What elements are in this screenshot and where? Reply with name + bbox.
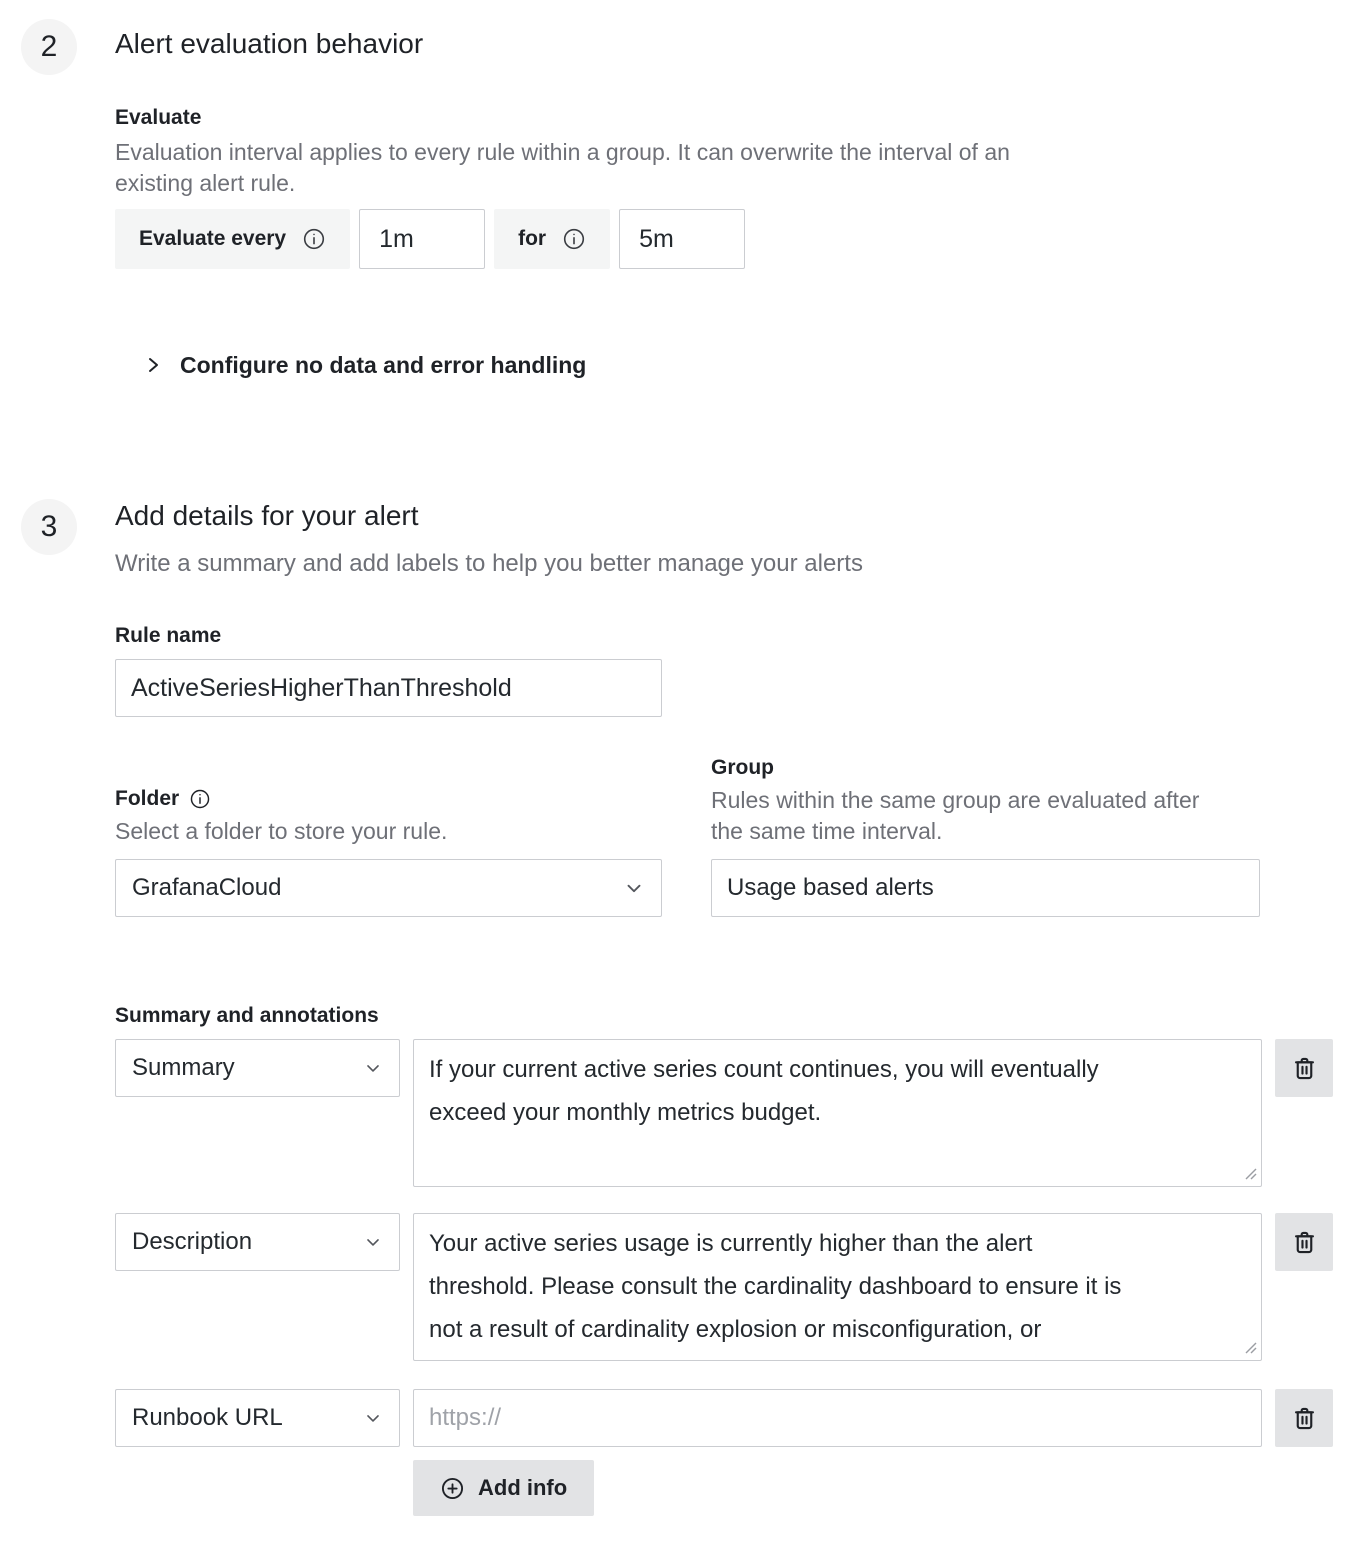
no-data-error-handling-toggle[interactable] xyxy=(115,349,1350,381)
delete-description-button[interactable] xyxy=(1275,1213,1333,1271)
annotation-row-summary xyxy=(115,1039,1350,1187)
pending-period-input[interactable] xyxy=(619,209,745,269)
summary-field xyxy=(413,1039,1262,1187)
evaluate-every-pill xyxy=(115,209,350,269)
runbook-key-value: Runbook URL xyxy=(132,1404,283,1431)
folder-label: Folder xyxy=(115,787,180,810)
description-field xyxy=(413,1213,1262,1361)
section-subtitle-details: Write a summary and add labels to help you better manage your alerts xyxy=(115,550,863,577)
runbook-url-input[interactable] xyxy=(413,1389,1262,1447)
folder-select[interactable] xyxy=(115,859,662,917)
description-key-value: Description xyxy=(132,1228,253,1255)
trash-icon xyxy=(1291,1229,1318,1256)
folder-column xyxy=(115,786,662,917)
no-data-error-handling-label: Configure no data and error handling xyxy=(180,351,587,378)
info-icon[interactable] xyxy=(562,227,586,251)
folder-description: Select a folder to store your rule. xyxy=(115,818,448,844)
resize-grip-icon[interactable] xyxy=(1244,1341,1257,1354)
chevron-down-icon xyxy=(363,1058,383,1078)
chevron-right-icon xyxy=(143,355,163,375)
runbook-field xyxy=(413,1389,1262,1447)
delete-runbook-button[interactable] xyxy=(1275,1389,1333,1447)
section-title-details: Add details for your alert xyxy=(115,500,419,531)
evaluate-every-input[interactable] xyxy=(359,209,485,269)
folder-select-value: GrafanaCloud xyxy=(132,874,282,901)
section-title-evaluation: Alert evaluation behavior xyxy=(115,28,424,59)
description-key-select[interactable] xyxy=(115,1213,400,1271)
plus-circle-icon xyxy=(440,1476,465,1501)
evaluate-description: Evaluation interval applies to every rule within a group. It can overwrite the interval of an existing alert rule. xyxy=(115,139,1010,196)
evaluate-label: Evaluate xyxy=(115,106,202,129)
delete-summary-button[interactable] xyxy=(1275,1039,1333,1097)
add-info-button[interactable] xyxy=(413,1460,594,1516)
group-label: Group xyxy=(711,756,774,779)
trash-icon xyxy=(1291,1055,1318,1082)
step-3-badge: 3 xyxy=(21,499,77,555)
rule-name-label: Rule name xyxy=(115,624,222,647)
rule-name-input[interactable] xyxy=(115,659,662,717)
chevron-down-icon xyxy=(363,1408,383,1428)
resize-grip-icon[interactable] xyxy=(1244,1167,1257,1180)
info-icon[interactable] xyxy=(189,788,211,810)
trash-icon xyxy=(1291,1405,1318,1432)
section-alert-evaluation xyxy=(0,0,1350,381)
summary-textarea[interactable] xyxy=(413,1039,1262,1187)
evaluation-interval-row xyxy=(115,209,1350,269)
info-icon[interactable] xyxy=(302,227,326,251)
annotation-row-description xyxy=(115,1213,1350,1361)
for-label: for xyxy=(518,227,547,250)
summary-key-select[interactable] xyxy=(115,1039,400,1097)
step-2-badge: 2 xyxy=(21,19,77,75)
annotations-label: Summary and annotations xyxy=(115,1004,379,1027)
runbook-key-select[interactable] xyxy=(115,1389,400,1447)
group-column xyxy=(711,755,1260,917)
chevron-down-icon xyxy=(623,877,645,899)
group-input[interactable] xyxy=(711,859,1260,917)
evaluate-every-label: Evaluate every xyxy=(139,227,287,250)
group-description: Rules within the same group are evaluated after the same time interval. xyxy=(711,787,1200,844)
description-textarea[interactable] xyxy=(413,1213,1262,1361)
summary-key-value: Summary xyxy=(132,1054,235,1081)
chevron-down-icon xyxy=(363,1232,383,1252)
section-alert-details xyxy=(0,499,1350,1516)
folder-group-row xyxy=(115,755,1350,917)
add-info-label: Add info xyxy=(478,1475,568,1500)
pending-for-pill xyxy=(494,209,610,269)
annotation-row-runbook xyxy=(115,1389,1350,1447)
